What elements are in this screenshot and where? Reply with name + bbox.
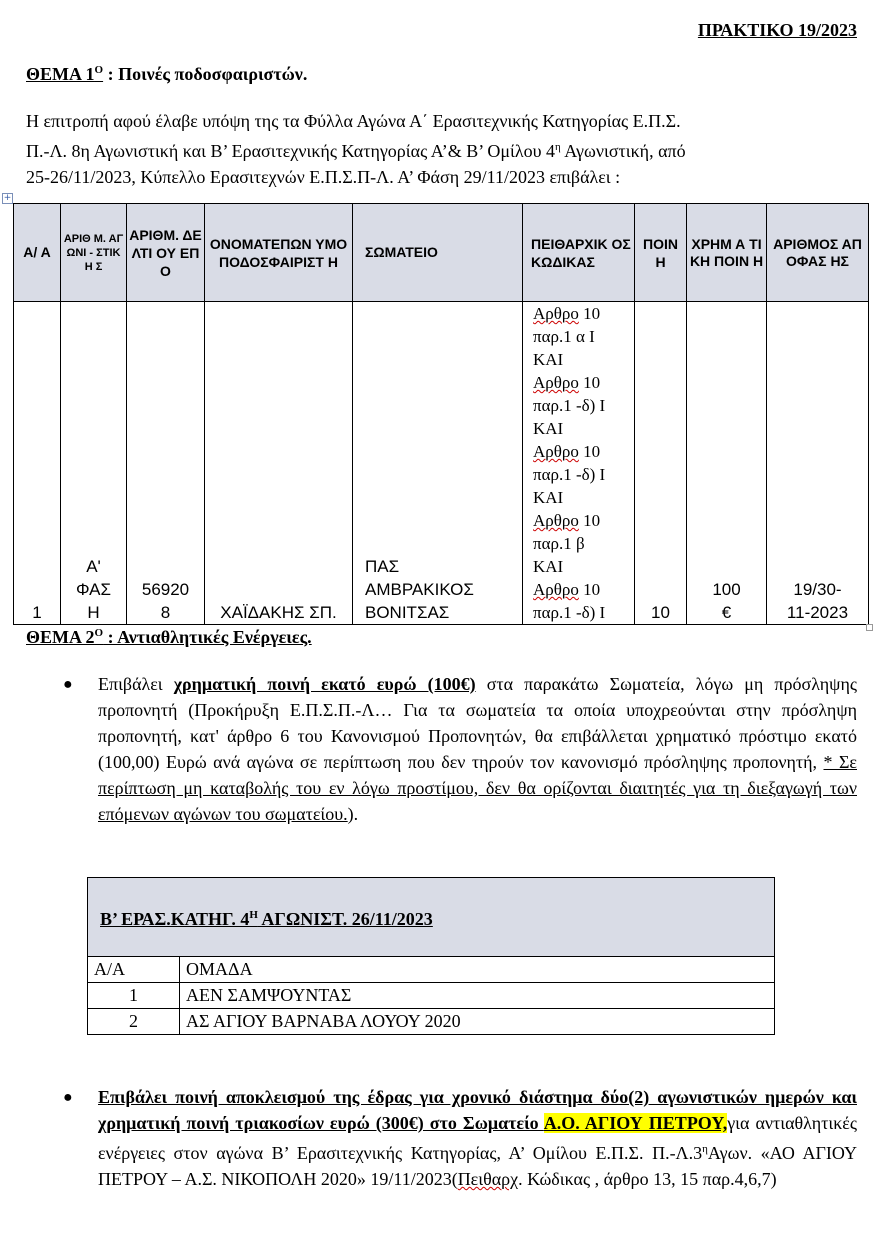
code-line: παρ.1 -δ) Ι: [533, 603, 606, 622]
code-line: Αρθρο 10: [533, 373, 601, 392]
theme2-heading: ΘΕΜΑ $2^O$ : Αντιαθλητικές Ενέργειες.: [26, 627, 312, 647]
cell-decision: 19/30- 11-2023: [767, 302, 869, 625]
code-line: Αρθρο 10: [533, 580, 601, 599]
bullet-dot-2: ●: [63, 1089, 73, 1106]
code-line: ΚΑΙ: [533, 557, 564, 576]
teams-table-title: Β’ ΕΡΑΣ.ΚΑΤΗΓ. $4^H$ ΑΓΩΝΙΣΤ. 26/11/2023: [88, 878, 775, 957]
team-number: 1: [88, 983, 180, 1009]
col-match-number: ΑΡΙΘ Μ. ΑΓΩΝΙ - ΣΤΙΚΗ Σ: [61, 204, 127, 302]
code-line: ΚΑΙ: [533, 419, 564, 438]
bullet-2-text: Επιβάλει ποινή αποκλεισμού της έδρας για χρονικό διάστημα δύο(2) αγωνιστικών ημερών και χρηματική ποινή τριακοσίων ευρώ (300€) στο Σωματείο Α.Ο. ΑΓΙΟΥ ΠΕΤΡΟΥ,για αντιαθλητικές ενέργειες στον αγώνα Β’ Ερασιτεχνικής Κατηγορίας, Α’ Ομίλου Ε.Π.Σ. $\Pi.-\Lambda.3^\eta A\gamma\omega\nu$. «ΑΟ ΑΓΙΟΥ ΠΕΤΡΟΥ – Α.Σ. ΝΙΚΟΠΟΛΗ 2020» 19/11/2023(Πειθαρχ. Κώδικας , άρθρο 13, 15 παρ.4,6,7): [98, 1087, 858, 1189]
table-move-handle[interactable]: +: [3, 193, 12, 203]
cell-code: [523, 302, 635, 625]
penalties-table: [13, 203, 869, 625]
cell-penalty: 10: [635, 302, 687, 625]
theme1-intro: Η επιτροπή αφού έλαβε υπόψη της τα Φύλλα Αγώνα Α΄ Ερασιτεχνικής Κατηγορίας Ε.Π.Σ. Π.-Λ. 8η Αγωνιστική και Β’ Ερασιτεχνικής Κατηγορίας Α’& Β’ Ομίλου $4^\eta$ Αγωνιστική, από 25-26/11/2023, Κύπελλο Ερασιτεχνών Ε.Π.Σ.Π-Λ. Α’ Φάση 29/11/2023 επιβάλει :: [26, 111, 686, 187]
code-line: Αρθρο 10: [533, 304, 601, 323]
table-resize-handle[interactable]: [866, 624, 873, 631]
code-line: παρ.1 α Ι: [533, 327, 595, 346]
code-line: Αρθρο 10: [533, 442, 601, 461]
teams-col-aa: Α/Α: [88, 957, 180, 983]
code-line: παρ.1 -δ) Ι: [533, 396, 606, 415]
document-title: ΠΡΑΚΤΙΚΟ 19/2023: [697, 20, 857, 40]
team-name: ΑΕΝ ΣΑΜΨΟΥΝΤΑΣ: [180, 983, 775, 1009]
cell-aa: 1: [14, 302, 61, 625]
col-aa: Α/ Α: [14, 204, 61, 302]
col-club: ΣΩΜΑΤΕΙΟ: [353, 204, 523, 302]
col-disciplinary-code: ΠΕΙΘΑΡΧΙΚ ΟΣ ΚΩΔΙΚΑΣ: [523, 204, 635, 302]
cell-match: Α' ΦΑΣ Η: [61, 302, 127, 625]
cell-player: ΧΑΪΔΑΚΗΣ ΣΠ.: [205, 302, 353, 625]
teams-table: [87, 877, 775, 1035]
col-player-name: ΟΝΟΜΑΤΕΠΩΝ ΥΜΟ ΠΟΔΟΣΦΑΙΡΙΣΤ Η: [205, 204, 353, 302]
code-line: παρ.1 β: [533, 534, 585, 553]
team-name: ΑΣ ΑΓΙΟΥ ΒΑΡΝΑΒΑ ΛΟΥΟΥ 2020: [180, 1009, 775, 1035]
code-line: παρ.1 -δ) Ι: [533, 465, 606, 484]
code-line: ΚΑΙ: [533, 350, 564, 369]
col-decision-number: ΑΡΙΘΜΟΣ ΑΠΟΦΑΣ ΗΣ: [767, 204, 869, 302]
col-penalty: ΠΟΙΝ Η: [635, 204, 687, 302]
team-number: 2: [88, 1009, 180, 1035]
code-line: ΚΑΙ: [533, 488, 564, 507]
cell-club: ΠΑΣ ΑΜΒΡΑΚΙΚΟΣ ΒΟΝΙΤΣΑΣ: [353, 302, 523, 625]
cell-fine: 100 €: [687, 302, 767, 625]
bullet-1-text: Επιβάλει χρηματική ποινή εκατό ευρώ (100€) στα παρακάτω Σωματεία, λόγω μη πρόσληψης προπονητή (Προκήρυξη Ε.Π.Σ.Π.-Λ… Για τα σωματεία τα οποία υποχρεούνται στην πρόσληψη προπονητή, κατ' άρθρο 6 του Κανονισμού Προπονητών, θα επιβάλλεται χρηματικό πρόστιμο εκατό (100,00) Ευρώ ανά αγώνα σε περίπτωση που δεν τηρούν τον κανονισμό πρόσληψης προπονητή, * Σε περίπτωση μη καταβολής του εν λόγω προστίμου, δεν θα ορίζονται διαιτητές για τη διεξαγωγή των επόμενων αγώνων του σωματείου.).: [98, 674, 857, 824]
col-fine: ΧΡΗΜ Α ΤΙΚΗ ΠΟΙΝ Η: [687, 204, 767, 302]
table-row: [14, 302, 869, 625]
teams-col-team: ΟΜΑΔΑ: [180, 957, 775, 983]
code-line: Αρθρο 10: [533, 511, 601, 530]
table-row: [88, 983, 775, 1009]
cell-card: 56920 8: [127, 302, 205, 625]
col-card-number: ΑΡΙΘΜ. ΔΕΛΤΙ ΟΥ ΕΠΟ: [127, 204, 205, 302]
bullet-dot-1: ●: [63, 676, 73, 693]
theme1-heading: ΘΕΜΑ $1^O$ : Ποινές ποδοσφαιριστών.: [26, 64, 308, 84]
table-row: [88, 1009, 775, 1035]
